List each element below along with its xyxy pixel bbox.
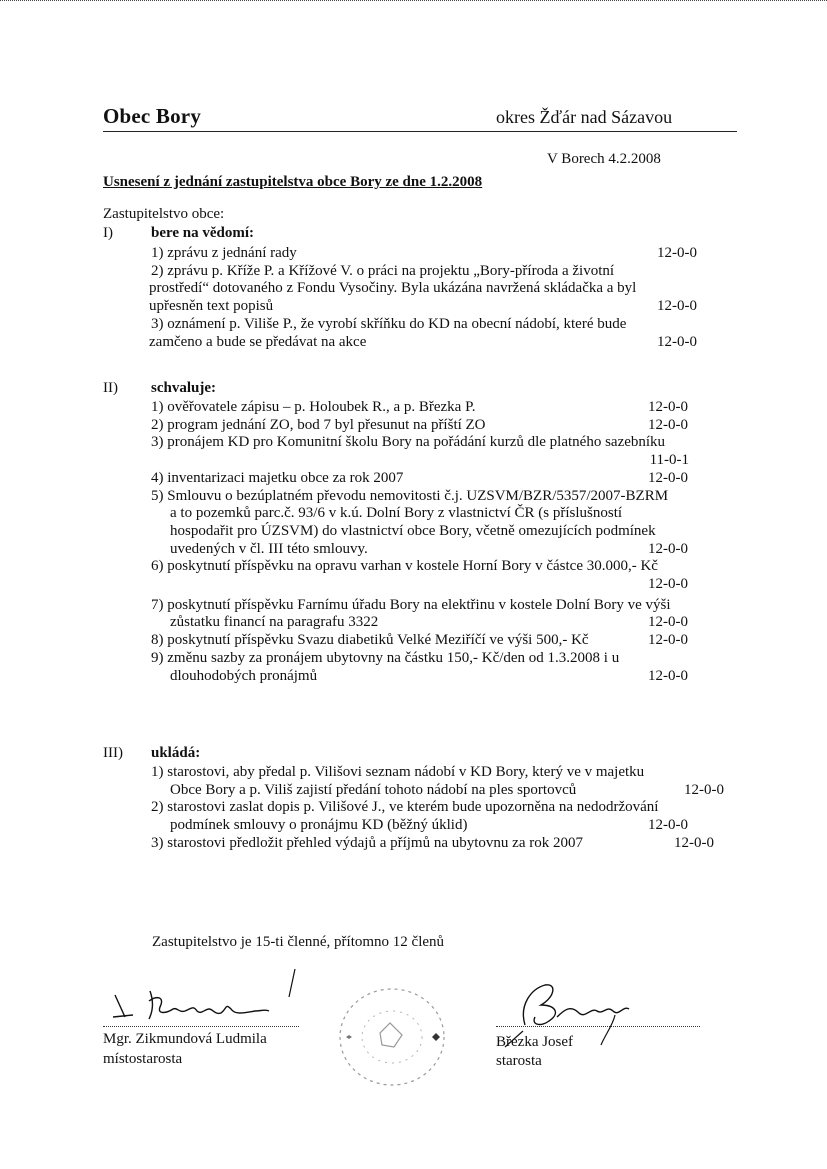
list-item: 1) ověřovatele zápisu – p. Holoubek R., a p. Březka P. 12-0-0: [151, 399, 688, 415]
section-items: [151, 245, 697, 351]
vote-result: 11-0-1: [649, 452, 689, 469]
list-item: 3) oznámení p. Viliše P., že vyrobí skříňku do KD na obecní nádobí, které bude zamčeno a bude se předávat na akce 12-0-0: [149, 315, 697, 350]
list-item: 4) inventarizaci majetku obce za rok 2007 12-0-0: [151, 469, 688, 486]
vote-result: 12-0-0: [674, 834, 714, 851]
section-items: [151, 399, 737, 685]
section-items: [151, 764, 737, 853]
vote-result: 12-0-0: [648, 469, 688, 486]
district-name: okres Žďár nad Sázavou: [496, 107, 673, 127]
section-heading: schvaluje:: [151, 380, 216, 396]
resolution-title: Usnesení z jednání zastupitelstva obce Bory ze dne 1.2.2008: [103, 174, 483, 190]
list-item: 3) pronájem KD pro Komunitní školu Bory na pořádání kurzů dle platného sazebníku 11-0-1: [151, 434, 689, 469]
list-item: 9) změnu sazby za pronájem ubytovny na částku 150,- Kč/den od 1.3.2008 i u dlouhodobých pronájmů 12-0-0: [151, 649, 688, 684]
list-item: 3) starostovi předložit přehled výdajů a příjmů na ubytovnu za rok 2007 12-0-0: [151, 834, 714, 851]
header-rule: [103, 131, 737, 132]
vote-result: 12-0-0: [648, 614, 688, 631]
list-item: 5) Smlouvu o bezúplatném převodu nemovitosti č.j. UZSVM/BZR/5357/2007-BZRM a to pozemků parc.č. 93/6 v k.ú. Dolní Bory z vlastnictví ČR (s příslušností hospodařit pro ÚZSVM) do vlastnictví obce Bory, včetně omezujících podmínek uvedených v čl. III této smlouvy. 12-0-0: [151, 487, 688, 557]
list-item: 7) poskytnutí příspěvku Farnímu úřadu Bory na elektřinu v kostele Dolní Bory ve výši zůstatku financí na paragrafu 3322 12-0-0: [151, 596, 688, 631]
section-number: I): [103, 225, 113, 241]
vote-result: 12-0-0: [648, 399, 688, 415]
municipality-name: Obec Bory: [103, 104, 202, 128]
list-item: 1) starostovi, aby předal p. Vilišovi seznam nádobí v KD Bory, který ve v majetku Obce Bory a p. Viliš zajistí předání tohoto nádobí na ples sportovců 12-0-0: [151, 764, 724, 798]
section-number: III): [103, 745, 123, 761]
section-number: II): [103, 380, 118, 396]
place-date: V Borech 4.2.2008: [547, 151, 661, 167]
scan-top-edge: [0, 0, 827, 7]
vote-result: 12-0-0: [648, 632, 688, 649]
list-item: 1) zprávu z jednání rady 12-0-0: [151, 245, 697, 261]
vote-result: 12-0-0: [684, 781, 724, 798]
signature-line-left: [103, 1026, 299, 1027]
vote-result: 12-0-0: [648, 817, 688, 834]
vote-result: 12-0-0: [648, 540, 688, 557]
list-item: 2) zprávu p. Kříže P. a Křížové V. o práci na projektu „Bory-příroda a životní prostředí“ dotovaného z Fondu Vysočiny. Byla ukázána navržená skládačka a byl upřesněn text popisů 12-0-0: [149, 262, 697, 315]
list-item: 2) program jednání ZO, bod 7 byl přesunut na příští ZO 12-0-0: [151, 416, 688, 433]
vote-result: 12-0-0: [648, 416, 688, 433]
signature-line-right: [496, 1026, 700, 1027]
left-signature: [105, 965, 305, 1029]
list-item: 8) poskytnutí příspěvku Svazu diabetiků Velké Meziříčí ve výši 500,- Kč 12-0-0: [151, 632, 688, 649]
vote-result: 12-0-0: [648, 667, 688, 684]
list-item: 2) starostovi zaslat dopis p. Vilišové J., ve kterém bude upozorněna na nedodržování podmínek smlouvy o pronájmu KD (běžný úklid) 12-0-0: [151, 799, 688, 834]
official-stamp: [320, 975, 460, 1095]
vote-result: 12-0-0: [648, 576, 688, 592]
left-signatory-role: místostarosta: [103, 1051, 183, 1067]
vote-result: 12-0-0: [657, 298, 697, 315]
vote-result: 12-0-0: [657, 333, 697, 350]
list-item: 6) poskytnutí příspěvku na opravu varhan v kostele Horní Bory v částce 30.000,- Kč 12-0-0: [151, 558, 688, 592]
right-signatory-name: Březka Josef: [496, 1034, 574, 1050]
section-heading: bere na vědomí:: [151, 225, 255, 241]
council-label: Zastupitelstvo obce:: [103, 206, 225, 222]
left-signatory-name: Mgr. Zikmundová Ludmila: [103, 1031, 267, 1047]
section-heading: ukládá:: [151, 745, 201, 761]
attendance-note: Zastupitelstvo je 15-ti členné, přítomno 12 členů: [152, 934, 445, 950]
vote-result: 12-0-0: [657, 245, 697, 261]
right-signatory-role: starosta: [496, 1053, 542, 1069]
